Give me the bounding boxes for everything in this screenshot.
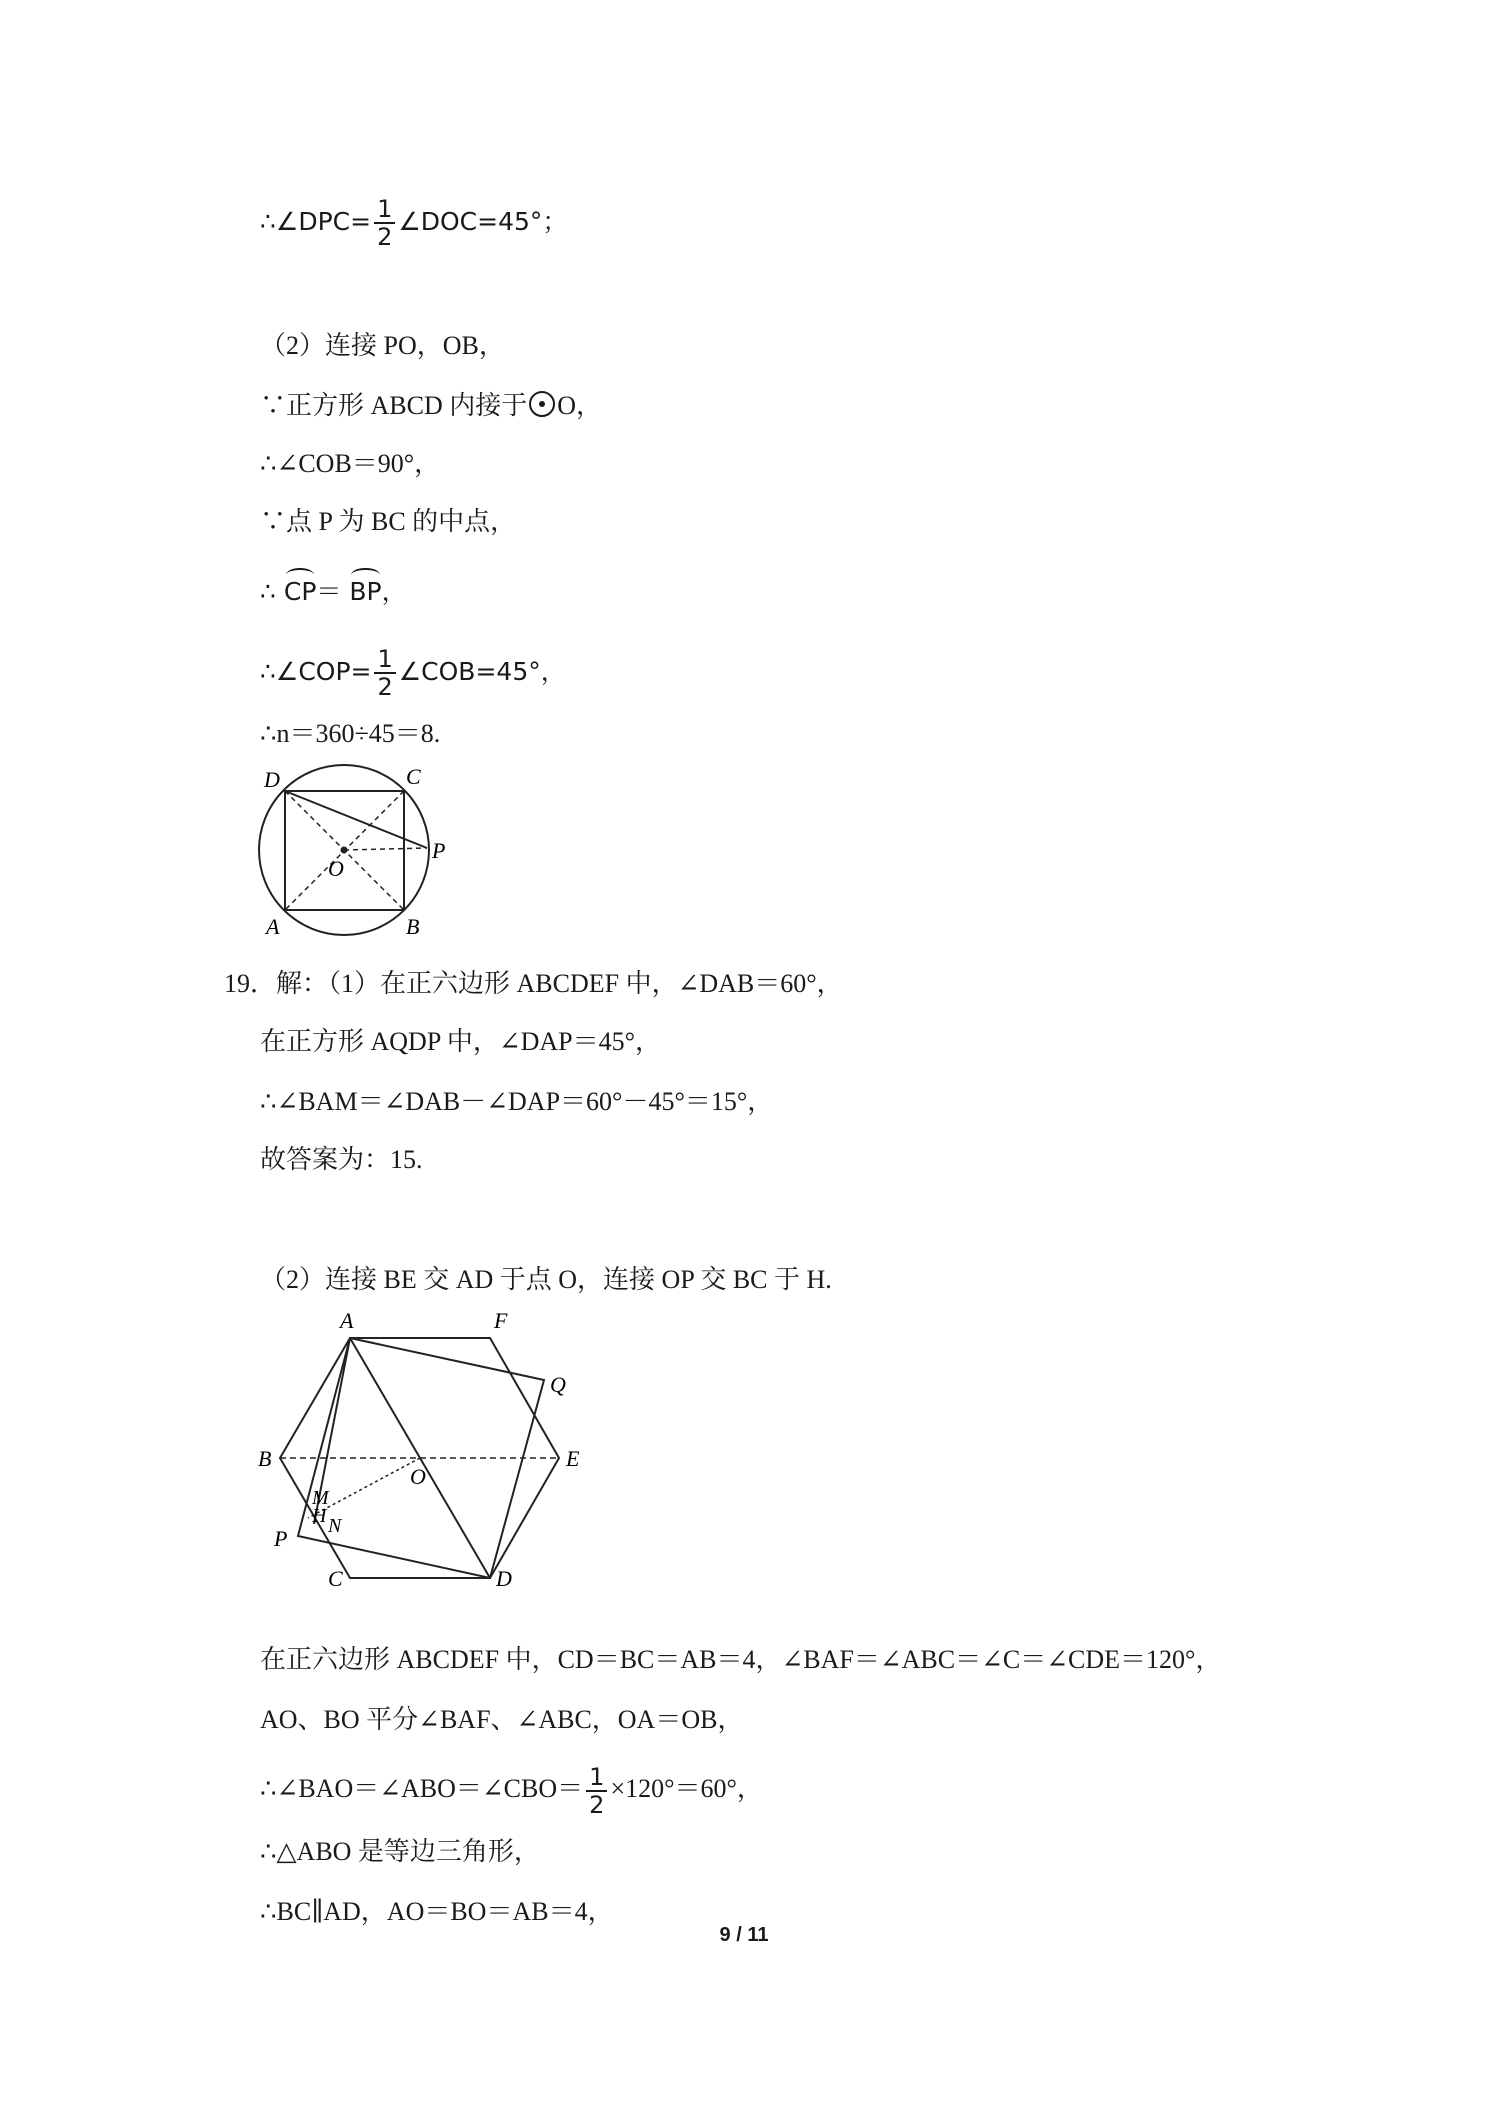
line-n-value: ∴n＝360÷45＝8.	[260, 719, 441, 748]
label-a: A	[266, 914, 280, 939]
label-m: M	[312, 1487, 329, 1509]
label-n: N	[328, 1515, 342, 1537]
label-o: O	[328, 856, 344, 881]
center-dot	[341, 847, 348, 854]
segment-op	[344, 848, 427, 850]
line-equilateral: ∴△ABO 是等边三角形，	[260, 1837, 540, 1866]
fraction-half: $\frac{1}{2}$	[374, 196, 395, 250]
label-h: H	[312, 1505, 327, 1527]
line-dpc: ∴∠DPC= $\frac{1}{2}$ ∠DOC=45°；	[260, 195, 568, 251]
line-bisectors: AO、BO 平分∠BAF、∠ABC，OA＝OB，	[260, 1705, 744, 1734]
fraction-half: $\frac{1}{2}$	[586, 1764, 607, 1818]
label-b: B	[258, 1446, 272, 1471]
line-hexagon-sides: 在正六边形 ABCDEF 中，CD＝BC＝AB＝4，∠BAF＝∠ABC＝∠C＝∠CDE＝120°，	[260, 1645, 1222, 1674]
arc-cp: CP	[284, 568, 317, 610]
line-connect-be-op: （2）连接 BE 交 AD 于点 O，连接 OP 交 BC 于 H.	[260, 1265, 832, 1294]
label-o: O	[410, 1464, 426, 1489]
line-angle-bam: ∴∠BAM＝∠DAB－∠DAP＝60°－45°＝15°，	[260, 1087, 774, 1116]
line-parallel: ∴BC∥AD，AO＝BO＝AB＝4，	[260, 1897, 614, 1926]
line-19-part1: 19．解：（1）在正六边形 ABCDEF 中，∠DAB＝60°，	[224, 969, 843, 998]
circle-dot-icon	[529, 391, 555, 417]
line-p-midpoint: ∵点 P 为 BC 的中点，	[260, 507, 517, 536]
line-cop: ∴∠COP= $\frac{1}{2}$ ∠COB=45°，	[260, 645, 566, 701]
label-q: Q	[550, 1372, 566, 1397]
page-number: 9 / 11	[719, 1924, 769, 1946]
line-connect-po-ob: （2）连接 PO，OB，	[260, 331, 505, 360]
label-p: P	[274, 1526, 288, 1551]
label-c: C	[406, 764, 421, 789]
line-answer: 故答案为：15.	[260, 1145, 423, 1174]
arc-bp: BP	[349, 568, 381, 610]
label-p: P	[432, 838, 446, 863]
figure-hexagon-square	[250, 1300, 590, 1590]
segment-dp	[285, 791, 427, 848]
line-angle-cob: ∴∠COB＝90°，	[260, 449, 441, 478]
label-d: D	[496, 1566, 512, 1590]
fraction-half: $\frac{1}{2}$	[374, 646, 395, 700]
line-angle-bao: ∴∠BAO＝∠ABO＝∠CBO＝ $\frac{1}{2}$ ×120°＝60°，	[260, 1763, 763, 1819]
figure-circle-square	[256, 762, 496, 942]
label-e: E	[566, 1446, 580, 1471]
line-square-inscribed: ∵正方形 ABCD 内接于 O，	[260, 391, 603, 420]
label-f: F	[494, 1308, 508, 1333]
line-arc-equal: ∴ CP＝ BP，	[260, 568, 407, 610]
line-square-aqdp: 在正方形 AQDP 中，∠DAP＝45°，	[260, 1027, 662, 1056]
label-a: A	[340, 1308, 354, 1333]
label-b: B	[406, 914, 420, 939]
label-d: D	[264, 767, 280, 792]
label-c: C	[328, 1566, 343, 1590]
